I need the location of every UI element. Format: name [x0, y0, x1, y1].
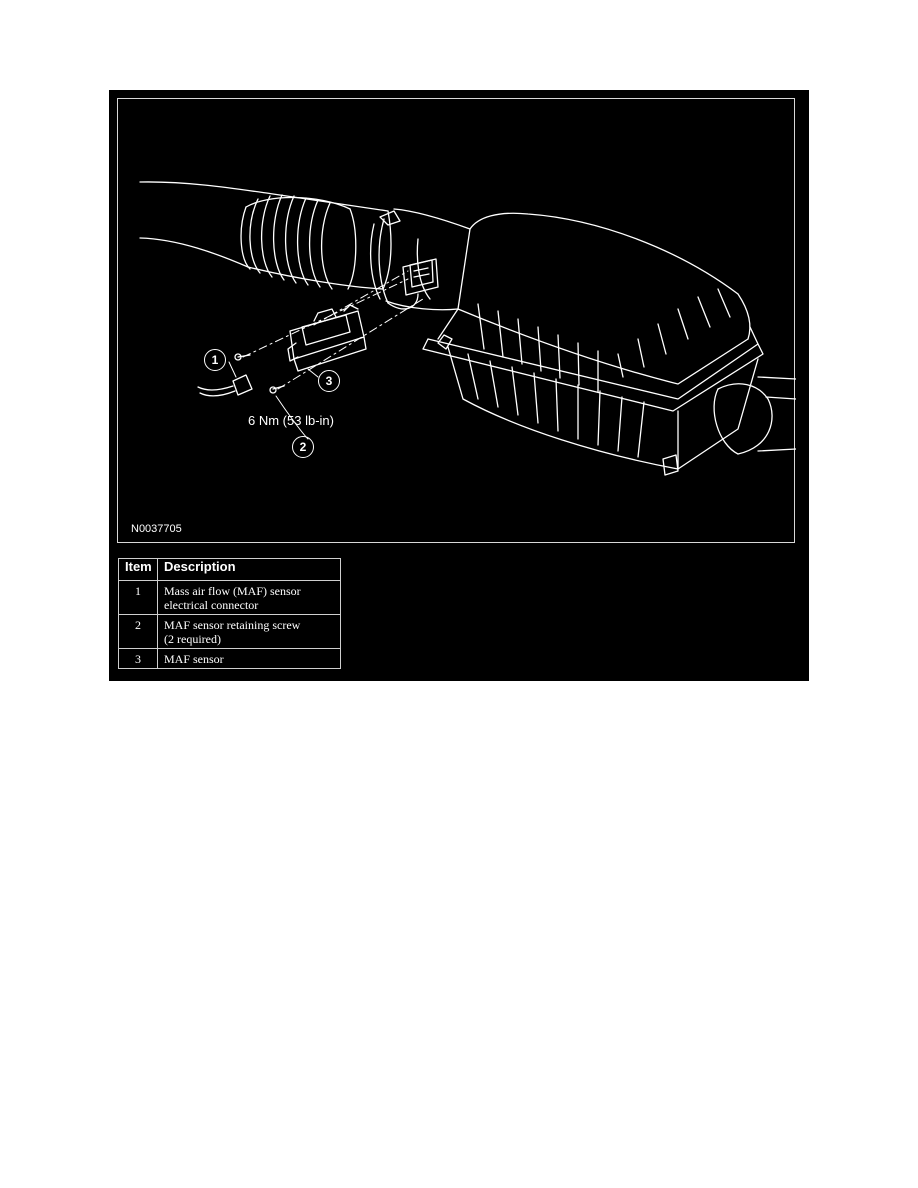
callout-2: 2 — [292, 436, 314, 458]
legend-description-line: (2 required) — [164, 632, 221, 646]
callout-3: 3 — [318, 370, 340, 392]
legend-description — [158, 615, 341, 649]
maf-sensor-illustration — [118, 99, 796, 544]
callout-1: 1 — [204, 349, 226, 371]
legend-table — [118, 558, 341, 669]
torque-spec-label: 6 Nm (53 lb-in) — [248, 413, 334, 428]
figure-id-label: N0037705 — [131, 523, 182, 535]
illustration-frame — [117, 98, 795, 543]
air-cleaner-housing — [423, 213, 763, 475]
legend-item-number: 3 — [119, 649, 158, 669]
legend-item-number: 1 — [119, 581, 158, 615]
legend-item-number: 2 — [119, 615, 158, 649]
electrical-connector — [198, 375, 252, 396]
legend-description-line: electrical connector — [164, 598, 259, 612]
legend-description — [158, 581, 341, 615]
maf-sensor-part — [288, 305, 366, 371]
outlet-tube — [714, 377, 796, 454]
legend-header-row — [119, 559, 341, 581]
figure-panel — [109, 90, 809, 681]
legend-description-line: MAF sensor retaining screw — [164, 618, 301, 632]
header-description: Description — [158, 559, 341, 581]
legend-description-line: Mass air flow (MAF) sensor — [164, 584, 301, 598]
legend-row — [119, 615, 341, 649]
legend-description — [158, 649, 341, 669]
legend-description-line: MAF sensor — [164, 652, 224, 666]
air-duct — [386, 209, 470, 310]
legend-row — [119, 581, 341, 615]
legend-row — [119, 649, 341, 669]
retaining-screws — [235, 354, 284, 393]
header-item: Item — [119, 559, 158, 581]
hose-bellows — [241, 195, 356, 289]
